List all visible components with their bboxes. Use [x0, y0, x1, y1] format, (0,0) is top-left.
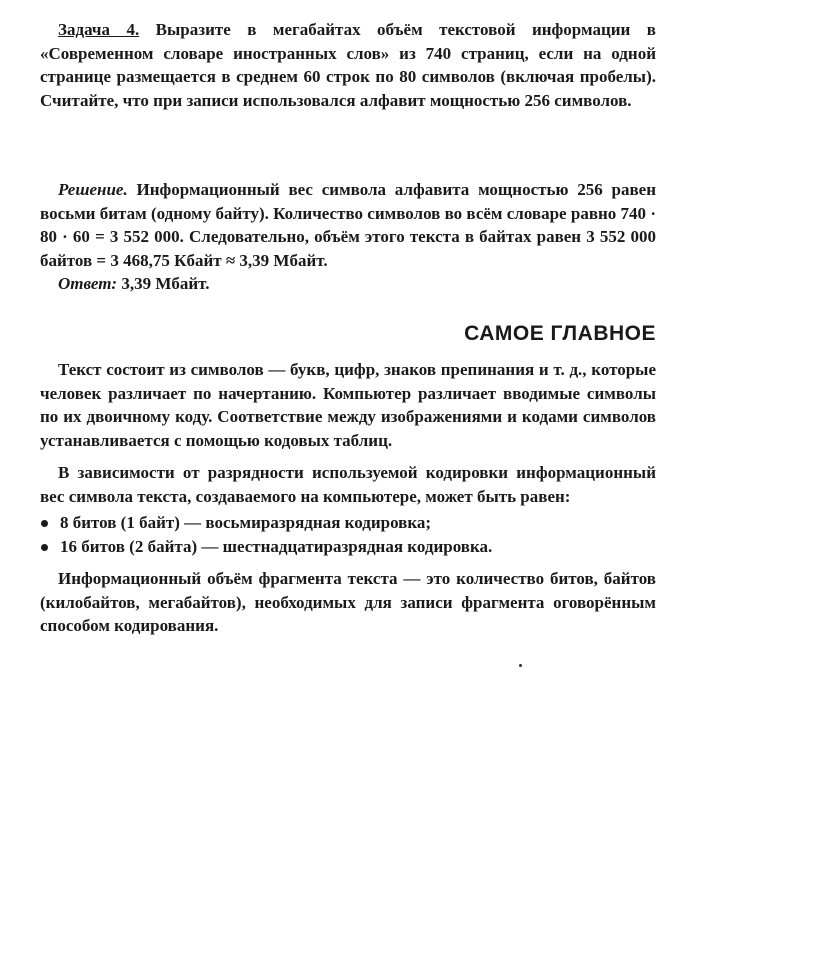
summary-section	[40, 358, 656, 647]
task-label: Задача 4.	[58, 20, 140, 39]
bullet-dot-icon	[41, 520, 48, 527]
bullet-dot-icon	[41, 544, 48, 551]
solution-text-wrapper	[40, 178, 656, 272]
solution-text: Информационный вес символа алфавита мощностью 256 равен восьми битам (одному байту). Количество символов во всём словаре равно 740 · 80 · 60 = 3 552 000. Следовательно, объём этого текста в байтах равен 3 552 000 байтов = 3 468,75 Кбайт ≈ 3,39 Мбайт.	[40, 180, 656, 270]
summary-paragraph-3: Информационный объём фрагмента текста — это количество битов, байтов (килобайтов, мегабайтов), необходимых для записи фрагмента оговорённым способом кодирования.	[40, 569, 656, 635]
bullet-list	[40, 511, 656, 558]
bullet-text: 8 битов (1 байт) — восьмиразрядная кодировка;	[60, 513, 432, 532]
summary-paragraph-1: Текст состоит из символов — букв, цифр, знаков препинания и т. д., которые человек различает по начертанию. Компьютер различает вводимые символы по их двоичному коду. Соответствие между изображениями и кодами символов устанавливается с помощью кодовых таблиц.	[40, 360, 656, 450]
solution-paragraph	[40, 178, 656, 296]
task-text-wrapper	[40, 18, 656, 112]
section-heading: САМОЕ ГЛАВНОЕ	[464, 322, 656, 345]
scan-speck	[519, 664, 522, 667]
bullet-text: 16 битов (2 байта) — шестнадцатиразрядная кодировка.	[60, 536, 493, 556]
answer-line	[40, 272, 656, 296]
bullet-item-8bit	[40, 511, 656, 535]
summary-paragraph-2: В зависимости от разрядности используемой кодировки информационный вес символа текста, создаваемого на компьютере, может быть равен:	[40, 463, 656, 506]
bullet-item-16bit	[40, 535, 656, 559]
task-text: Выразите в мегабайтах объём текстовой информации в «Современном словаре иностранных слов» из 740 страниц, если на одной странице размещается в среднем 60 строк по 80 символов (включая пробелы). Считайте, что при записи использовался алфавит мощностью 256 символов.	[40, 20, 656, 110]
task-paragraph	[40, 18, 656, 112]
answer-text: 3,39 Мбайт.	[117, 274, 210, 293]
solution-label: Решение.	[58, 180, 128, 199]
answer-label: Ответ:	[58, 274, 118, 293]
